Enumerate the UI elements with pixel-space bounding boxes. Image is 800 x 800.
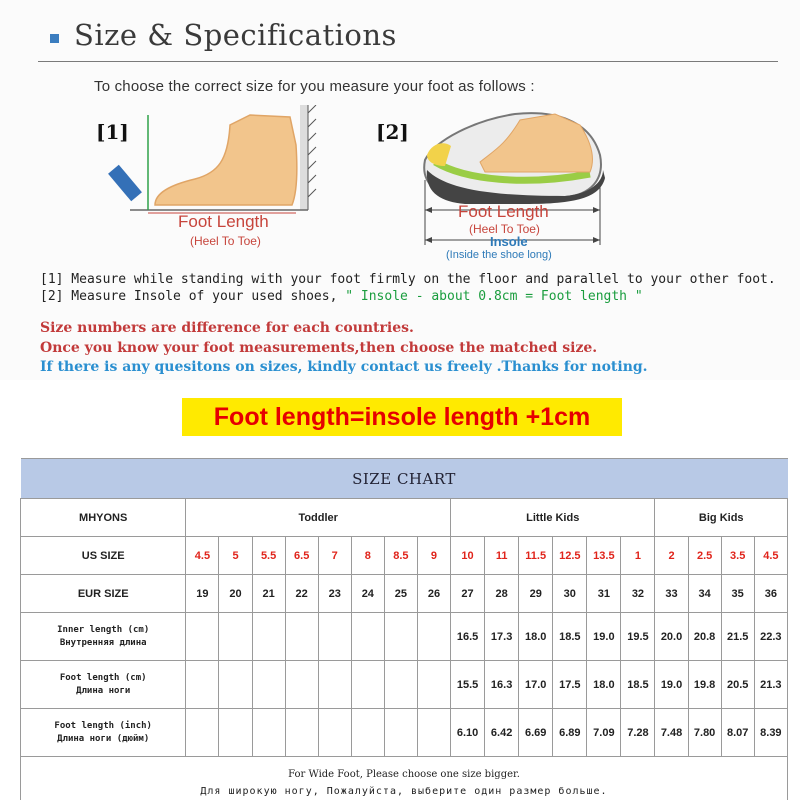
measure-instruction-1: [1] Measure while standing with your foot firmly on the floor and parallel to your other foot. [40,272,776,287]
eur-size-cell: 27 [451,575,485,613]
inner-length-cell [318,613,351,661]
foot-length-banner [182,398,622,436]
foot-length-cm-label [21,661,186,709]
foot-length-cm-cell [252,661,285,709]
foot-length-cm-cell: 16.3 [485,661,519,709]
eur-size-cell: 22 [285,575,318,613]
figure-2-insole-label: Insole [490,234,528,249]
us-size-cell: 5.5 [252,537,285,575]
foot-length-cm-cell [219,661,252,709]
us-size-cell: 11 [485,537,519,575]
foot-length-cm-cell: 17.0 [519,661,553,709]
inner-length-cell: 21.5 [721,613,754,661]
brand-cell: MHYONS [21,499,186,537]
inner-length-cell: 17.3 [485,613,519,661]
inner-length-cell: 19.5 [621,613,655,661]
wide-foot-note-ru: Для широкую ногу, Пожалуйста, выберите один размер больше. [200,785,608,797]
foot-length-cm-cell: 19.0 [655,661,688,709]
foot-length-cm-cell [384,661,417,709]
us-size-cell: 7 [318,537,351,575]
eur-size-cell: 29 [519,575,553,613]
foot-length-inch-label-en: Foot length (inch) [54,720,152,731]
figure-2-label: [2] [376,120,409,144]
note-contact: If there is any quesitons on sizes, kindly contact us freely .Thanks for noting. [40,359,648,375]
inner-length-cell: 16.5 [451,613,485,661]
banner-text: Foot length=insole length +1cm [213,403,591,431]
foot-length-inch-cell [252,709,285,757]
foot-length-inch-cell: 6.10 [451,709,485,757]
foot-length-inch-cell: 8.39 [754,709,787,757]
foot-length-inch-cell [285,709,318,757]
inner-length-cell: 20.8 [688,613,721,661]
foot-length-cm-cell [417,661,450,709]
wide-foot-note-row [21,757,788,800]
inner-length-row [21,613,788,661]
us-size-cell: 13.5 [587,537,621,575]
us-size-cell: 8.5 [384,537,417,575]
figure-1-caption: Foot Length [178,212,269,231]
foot-length-inch-row [21,709,788,757]
wide-foot-note-en: For Wide Foot, Please choose one size bigger. [288,768,520,780]
intro-text: To choose the correct size for you measure your foot as follows : [94,78,535,95]
us-size-cell: 6.5 [285,537,318,575]
inner-length-cell: 22.3 [754,613,787,661]
foot-length-inch-cell: 7.48 [655,709,688,757]
foot-length-cm-cell [186,661,219,709]
us-size-row [21,537,788,575]
foot-length-cm-cell: 21.3 [754,661,787,709]
title-bullet-icon [50,34,59,43]
figure-2-caption: Foot Length [458,202,549,221]
eur-size-cell: 32 [621,575,655,613]
foot-length-inch-cell: 7.28 [621,709,655,757]
inner-length-cell [186,613,219,661]
us-size-cell: 9 [417,537,450,575]
age-group-row [21,499,788,537]
foot-length-inch-cell [417,709,450,757]
measure-instruction-2-highlight: " Insole - about 0.8cm = Foot length " [345,289,643,304]
foot-length-cm-row [21,661,788,709]
us-size-cell: 4.5 [754,537,787,575]
eur-size-cell: 21 [252,575,285,613]
foot-length-inch-cell: 8.07 [721,709,754,757]
note-size-difference: Size numbers are difference for each countries. [40,320,414,336]
eur-size-cell: 34 [688,575,721,613]
size-spec-header [0,0,800,380]
eur-size-cell: 31 [587,575,621,613]
measure-instruction-2-text: [2] Measure Insole of your used shoes, [40,289,346,304]
us-size-cell: 2 [655,537,688,575]
us-size-cell: 5 [219,537,252,575]
inner-length-cell [252,613,285,661]
foot-length-cm-cell: 17.5 [553,661,587,709]
eur-size-cell: 28 [485,575,519,613]
eur-size-row [21,575,788,613]
size-chart [20,458,788,797]
foot-length-cm-cell: 19.8 [688,661,721,709]
eur-size-cell: 25 [384,575,417,613]
us-size-cell: 8 [351,537,384,575]
title-bar [38,18,778,62]
foot-length-inch-cell [351,709,384,757]
eur-size-label: EUR SIZE [21,575,186,613]
size-chart-title: SIZE CHART [21,459,788,499]
us-size-cell: 10 [451,537,485,575]
foot-length-inch-cell: 7.09 [587,709,621,757]
foot-length-inch-cell [219,709,252,757]
inner-length-label-en: Inner length (cm) [57,624,150,635]
us-size-label: US SIZE [21,537,186,575]
eur-size-cell: 33 [655,575,688,613]
foot-length-cm-cell [351,661,384,709]
measure-instruction-2 [40,289,643,304]
inner-length-cell: 20.0 [655,613,688,661]
eur-size-cell: 30 [553,575,587,613]
foot-length-inch-label-ru: Длина ноги (дюйм) [57,733,150,744]
foot-length-inch-cell: 6.42 [485,709,519,757]
group-little-kids: Little Kids [451,499,655,537]
inner-length-cell: 19.0 [587,613,621,661]
foot-length-inch-cell: 6.89 [553,709,587,757]
foot-length-inch-cell [384,709,417,757]
inner-length-cell [285,613,318,661]
us-size-cell: 2.5 [688,537,721,575]
foot-length-inch-cell: 7.80 [688,709,721,757]
foot-length-cm-cell: 18.5 [621,661,655,709]
foot-length-cm-cell [318,661,351,709]
foot-length-inch-cell [186,709,219,757]
inner-length-cell [351,613,384,661]
eur-size-cell: 20 [219,575,252,613]
figure-1-label: [1] [96,120,129,144]
foot-length-inch-cell: 6.69 [519,709,553,757]
inner-length-cell: 18.0 [519,613,553,661]
inner-length-label-ru: Внутренняя длина [59,637,147,648]
us-size-cell: 4.5 [186,537,219,575]
eur-size-cell: 36 [754,575,787,613]
size-chart-header-row [21,459,788,499]
inner-length-label [21,613,186,661]
inner-length-cell [219,613,252,661]
note-choose-size: Once you know your foot measurements,then choose the matched size. [40,340,598,356]
figure-2-subcaption: (Heel To Toe) [469,222,540,236]
eur-size-cell: 23 [318,575,351,613]
foot-length-cm-label-en: Foot length (cm) [59,672,147,683]
foot-length-cm-cell [285,661,318,709]
foot-length-cm-cell: 15.5 [451,661,485,709]
group-big-kids: Big Kids [655,499,788,537]
foot-length-cm-cell: 20.5 [721,661,754,709]
us-size-cell: 11.5 [519,537,553,575]
us-size-cell: 1 [621,537,655,575]
eur-size-cell: 26 [417,575,450,613]
wide-foot-note [21,757,788,800]
eur-size-cell: 19 [186,575,219,613]
figure-1-subcaption: (Heel To Toe) [190,234,261,248]
inner-length-cell: 18.5 [553,613,587,661]
eur-size-cell: 24 [351,575,384,613]
inner-length-cell [384,613,417,661]
foot-length-cm-cell: 18.0 [587,661,621,709]
foot-length-inch-cell [318,709,351,757]
inner-length-cell [417,613,450,661]
us-size-cell: 3.5 [721,537,754,575]
foot-length-cm-label-ru: Длина ноги [76,685,131,696]
us-size-cell: 12.5 [553,537,587,575]
page-title: Size & Specifications [74,18,397,52]
size-chart-table [20,458,788,800]
group-toddler: Toddler [186,499,451,537]
figure-2-insole-sublabel: (Inside the shoe long) [446,249,552,261]
foot-length-inch-label [21,709,186,757]
eur-size-cell: 35 [721,575,754,613]
